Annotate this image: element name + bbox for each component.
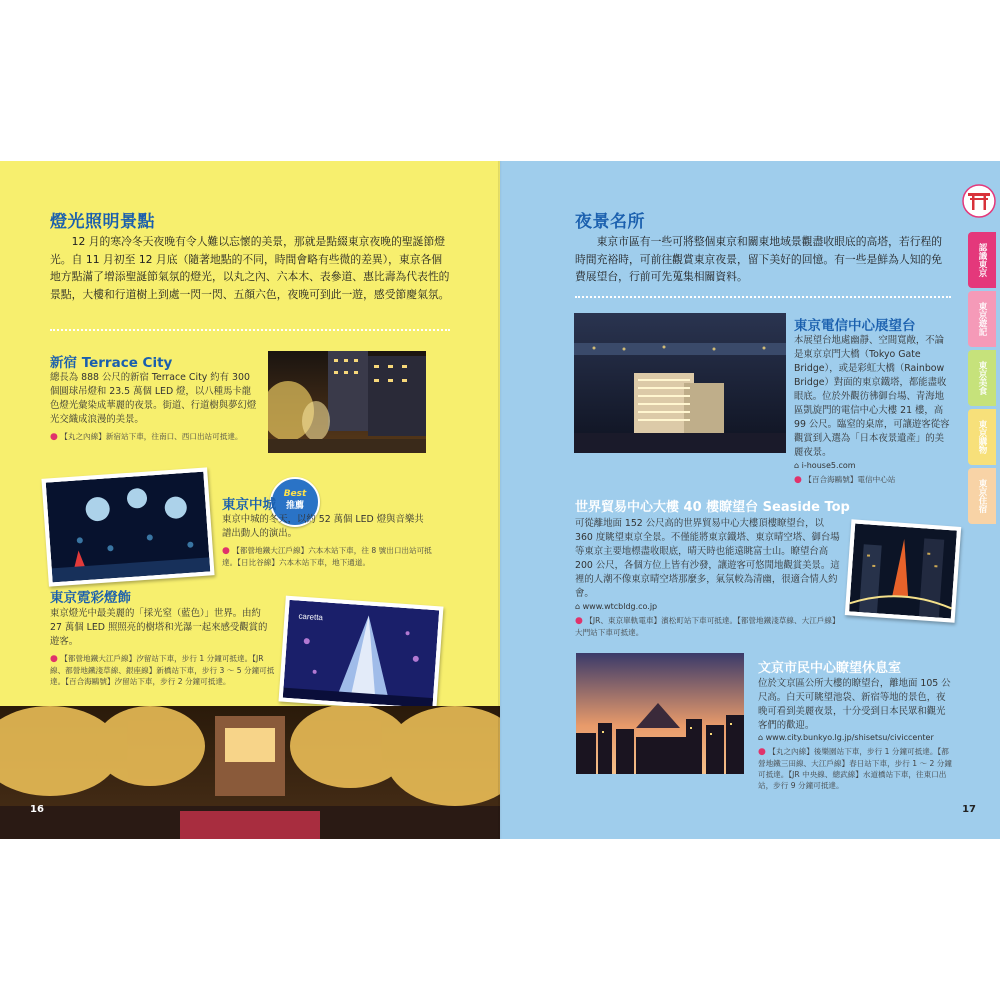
midtown-body: 東京中城的冬天，以約 52 萬個 LED 燈與音樂共譜出動人的演出。 bbox=[222, 514, 424, 539]
location-pin-icon: ● bbox=[575, 616, 583, 626]
chapter-tabs bbox=[968, 232, 996, 527]
shinjuku-access bbox=[50, 431, 260, 443]
caretta-access-text: 【都營地鐵大江戶線】汐留站下車，步行 1 分鐘可抵達。【JR 線、都營地鐵淺草線、銀座線】新橋站下車，步行 3 ～ 5 分鐘可抵達。【百合海鷗號】汐留站下車，步行 2 分鐘可抵達。 bbox=[50, 654, 275, 686]
bunkyo-access-text: 【丸之內線】後樂園站下車，步行 1 分鐘可抵達。【都營地鐵三田線、大江戶線】春日站下車，步行 1 ～ 2 分鐘可抵達。【JR 中央線、總武線】水道橋站下車，往東口出站，步行 9 分鐘可抵達。 bbox=[758, 747, 952, 790]
odaiba-night-view-image bbox=[574, 313, 786, 453]
location-pin-icon: ● bbox=[50, 654, 58, 664]
right-section-title: 夜景名所 bbox=[575, 212, 645, 232]
tab-tokyo-lodging[interactable]: 東京住宿 bbox=[968, 468, 996, 524]
book-gutter bbox=[498, 161, 502, 839]
caretta-title: 東京霓彩燈飾 bbox=[50, 590, 131, 606]
torii-gate-icon bbox=[962, 184, 996, 218]
caretta-photo bbox=[278, 596, 443, 713]
wtc-body: 可從離地面 152 公尺高的世界貿易中心大樓頂樓瞭望台，以 360 度眺望東京全景。不僅能將東京鐵塔、東京晴空塔、御台場等東京主要地標盡收眼底，晴天時也能遠眺富士山。瞭望台高 200 公尺，各個方位上皆有沙發，讓遊客可悠閒地觀賞美景。這裡的人潮不像東京晴空塔那麼多，氣氛較為清幽，很適合情人約會。 bbox=[575, 518, 840, 599]
home-icon: ⌂ bbox=[758, 733, 764, 742]
illuminated-avenue-photo bbox=[0, 706, 500, 839]
midtown-illumination-image bbox=[46, 472, 211, 583]
bunkyo-body: 位於文京區公所大樓的瞭望台，離地面 105 公尺高。白天可眺望池袋、新宿等地的景色，夜晚可看到美麗夜景，十分受到日本民眾和觀光客們的歡迎。 bbox=[758, 678, 951, 731]
midtown-access-text: 【都營地鐵大江戶線】六本木站下車，往 8 號出口出站可抵達。【日比谷線】六本木站下車，地下通道。 bbox=[222, 546, 432, 567]
telecom-access-text: 【百合海鷗號】電信中心站 bbox=[804, 475, 896, 484]
location-pin-icon: ● bbox=[794, 475, 802, 485]
illuminated-trees-street-image bbox=[0, 706, 500, 839]
caretta-illumination-image bbox=[283, 600, 439, 708]
wtc-access bbox=[575, 615, 840, 638]
tab-tokyo-shopping[interactable]: 東京購物 bbox=[968, 409, 996, 465]
left-divider bbox=[50, 329, 450, 331]
left-page-number: 16 bbox=[30, 804, 44, 815]
tab-tokyo-travel[interactable]: 東京遊記 bbox=[968, 291, 996, 347]
wtc-url bbox=[575, 602, 657, 611]
shinjuku-body: 總長為 888 公尺的新宿 Terrace City 約有 300 個圓球吊燈和 23.5 萬個 LED 燈，以八種馬卡龍色燈光彙染成華麗的夜景。街道、行道樹與夢幻燈光交織成浪漫的美景。 bbox=[50, 372, 257, 425]
left-page bbox=[0, 161, 500, 839]
left-section-title: 燈光照明景點 bbox=[50, 212, 155, 232]
right-page bbox=[500, 161, 1000, 839]
midtown-title: 東京中城 bbox=[222, 497, 276, 513]
telecom-url-text: i-house5.com bbox=[801, 461, 856, 470]
bunkyo-photo bbox=[576, 653, 744, 774]
location-pin-icon: ● bbox=[50, 432, 58, 442]
home-icon: ⌂ bbox=[575, 602, 581, 611]
telecom-url bbox=[794, 461, 856, 470]
caretta-body: 東京燈光中最美麗的「採光窒（藍色）」世界。由約 27 萬個 LED 照照亮的樹塔和光瀑一起來感受觀賞的遊客。 bbox=[50, 608, 268, 647]
badge-recommend-text: 推薦 bbox=[285, 501, 304, 511]
tab-know-tokyo[interactable]: 認識東京 bbox=[968, 232, 996, 288]
shinjuku-photo bbox=[268, 351, 426, 453]
telecom-title: 東京電信中心展望台 bbox=[794, 318, 916, 334]
shinjuku-night-street-image bbox=[268, 351, 426, 453]
location-pin-icon: ● bbox=[222, 546, 230, 556]
shinjuku-access-text: 【丸之內線】新宿站下車，往南口、西口出站可抵達。 bbox=[60, 432, 243, 441]
caretta-sign-text: caretta bbox=[298, 611, 324, 623]
telecom-access bbox=[794, 474, 952, 486]
telecom-photo bbox=[574, 313, 786, 453]
right-divider bbox=[575, 296, 951, 298]
caretta-access bbox=[50, 653, 275, 687]
tab-tokyo-food[interactable]: 東京美食 bbox=[968, 350, 996, 406]
midtown-photo bbox=[41, 467, 214, 586]
shinjuku-title: 新宿 Terrace City bbox=[50, 355, 173, 371]
wtc-access-text: 【JR、東京單軌電車】濱松町站下車可抵達。【都營地鐵淺草線、大江戶線】大門站下車可抵達。 bbox=[575, 616, 840, 637]
wtc-url-text: www.wtcbldg.co.jp bbox=[582, 602, 658, 611]
mt-fuji-skyline-dusk-image bbox=[576, 653, 744, 774]
right-page-number: 17 bbox=[962, 804, 976, 815]
bunkyo-access bbox=[758, 746, 954, 791]
bunkyo-url bbox=[758, 733, 934, 742]
right-intro-paragraph: 東京市區有一些可將整個東京和關東地域景觀盡收眼底的高塔，若行程的時間充裕時，可前往觀賞東京夜景，留下美好的回憶。有一些是鮮為人知的免費展望台，行前可先蒐集相關資料。 bbox=[575, 235, 943, 283]
telecom-body: 本展望台地處幽靜、空間寬敞，不論是東京京門大橋（Tokyo Gate Bridge），或是彩虹大橋（Rainbow Bridge）對面的東京鐵塔，都能盡收眼底。位於外觀彷彿御台場、青海地區凱旋門的電信中心大樓 21 樓，高 99 公尺。臨窒的桌席，可讓遊客從容觀賞到入選為「日本夜景遺產」的美麗夜景。 bbox=[794, 335, 950, 458]
wtc-photo bbox=[845, 519, 961, 622]
badge-best-text: Best bbox=[283, 489, 307, 499]
bunkyo-url-text: www.city.bunkyo.lg.jp/shisetsu/civiccenter bbox=[765, 733, 934, 742]
bunkyo-title: 文京市民中心瞭望休息室 bbox=[758, 661, 902, 676]
midtown-access bbox=[222, 545, 432, 568]
wtc-title: 世界貿易中心大樓 40 樓瞭望台 Seaside Top bbox=[575, 500, 850, 515]
left-intro-paragraph: 12 月的寒冷冬天夜晚有令人難以忘懷的美景，那就是點綴東京夜晚的聖誕節燈光。自 11 月初至 12 月底（隨著地點的不同，時間會略有些微的差異），東京各個地方點滿了增添聖誕節氣氛的燈光，以丸之內、六本木、表參道、惠比壽為代表性的景點，大樓和行道樹上到處一閃一閃、五顏六色，夜晚可到此一遊，感受節慶氣氛。 bbox=[50, 235, 450, 301]
book-spread bbox=[0, 161, 1000, 839]
home-icon: ⌂ bbox=[794, 461, 800, 470]
location-pin-icon: ● bbox=[758, 747, 766, 757]
tokyo-tower-night-image bbox=[849, 524, 957, 619]
